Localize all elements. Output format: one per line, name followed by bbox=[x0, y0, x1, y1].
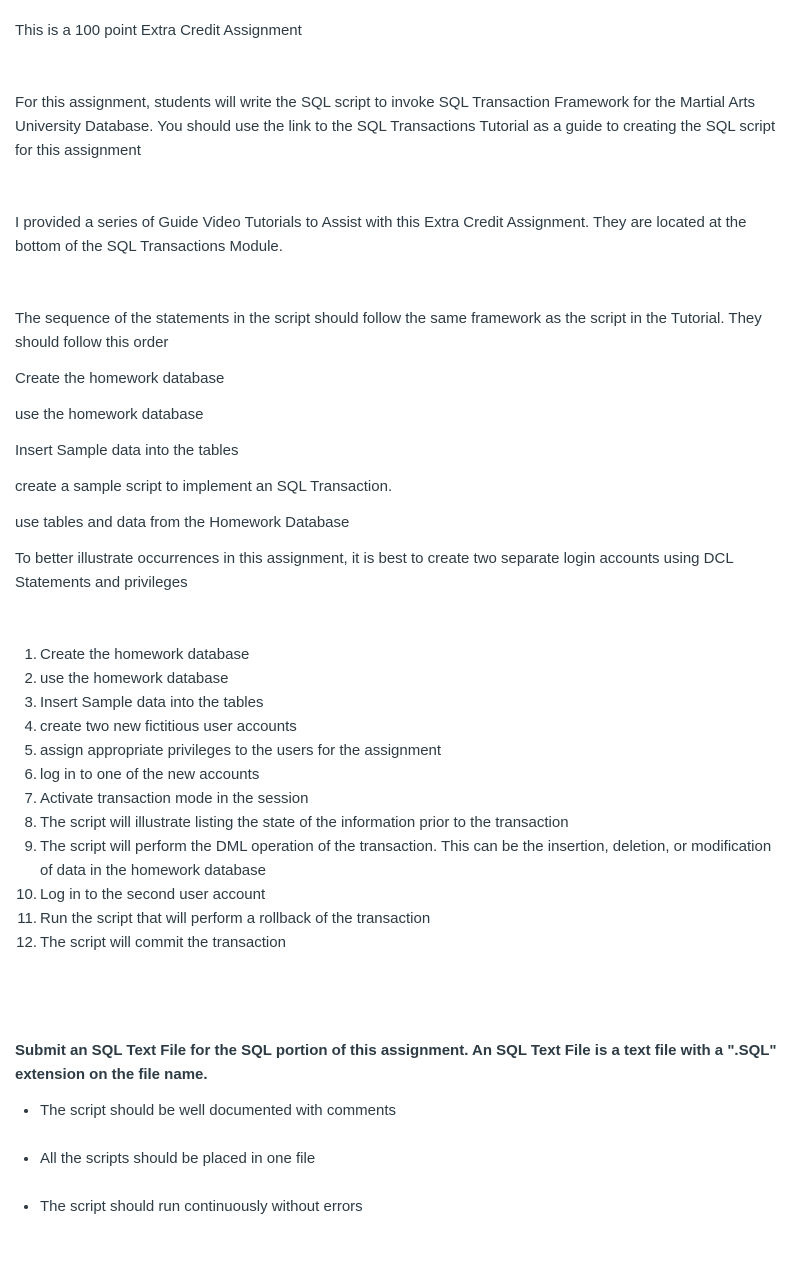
order-line: use the homework database bbox=[15, 406, 204, 423]
step-item bbox=[24, 835, 780, 883]
bullet-icon bbox=[24, 1109, 28, 1113]
step-item bbox=[17, 907, 780, 931]
video-tutorials-paragraph: I provided a series of Guide Video Tutorials to Assist with this Extra Credit Assignment. They are located at the bottom of the SQL Transactions Module. bbox=[15, 214, 747, 255]
step-number: 12. bbox=[16, 934, 37, 951]
step-item bbox=[24, 739, 780, 763]
step-text: Create the homework database bbox=[40, 646, 250, 663]
step-number: 6. bbox=[24, 766, 37, 783]
step-item bbox=[24, 667, 780, 691]
step-item bbox=[16, 883, 780, 907]
steps-list bbox=[16, 643, 780, 955]
step-text: Log in to the second user account bbox=[40, 886, 266, 903]
order-line: Create the homework database bbox=[15, 370, 225, 387]
step-item bbox=[24, 787, 780, 811]
submission-instructions: Submit an SQL Text File for the SQL portion of this assignment. An SQL Text File is a text file with a ".SQL" extension on the file name. bbox=[15, 1042, 777, 1083]
step-number: 2. bbox=[24, 670, 37, 687]
step-item bbox=[24, 691, 780, 715]
step-text: The script will illustrate listing the state of the information prior to the transaction bbox=[40, 814, 569, 831]
step-text: create two new fictitious user accounts bbox=[40, 718, 297, 735]
bullet-icon bbox=[24, 1205, 28, 1209]
login-accounts-paragraph: To better illustrate occurrences in this assignment, it is best to create two separate login accounts using DCL Statements and privileges bbox=[15, 550, 734, 591]
step-item bbox=[24, 643, 780, 667]
step-text: The script will perform the DML operation of the transaction. This can be the insertion, deletion, or modification of data in the homework database bbox=[40, 838, 772, 879]
step-item bbox=[24, 811, 780, 835]
step-text: Insert Sample data into the tables bbox=[40, 694, 264, 711]
step-item bbox=[24, 763, 780, 787]
order-line: use tables and data from the Homework Database bbox=[15, 514, 350, 531]
step-number: 5. bbox=[24, 742, 37, 759]
step-number: 11. bbox=[17, 910, 37, 927]
order-line: Insert Sample data into the tables bbox=[15, 442, 239, 459]
step-text: Activate transaction mode in the session bbox=[40, 790, 309, 807]
step-number: 8. bbox=[24, 814, 37, 831]
requirement-item bbox=[40, 1147, 315, 1171]
requirement-item bbox=[40, 1195, 363, 1219]
step-item bbox=[16, 931, 780, 955]
requirement-text: All the scripts should be placed in one file bbox=[40, 1150, 316, 1167]
step-number: 4. bbox=[24, 718, 37, 735]
step-text: The script will commit the transaction bbox=[40, 934, 286, 951]
step-number: 9. bbox=[24, 838, 37, 855]
order-line: create a sample script to implement an SQL Transaction. bbox=[15, 478, 393, 495]
step-number: 10. bbox=[16, 886, 37, 903]
step-item bbox=[24, 715, 780, 739]
assignment-paragraph: For this assignment, students will write the SQL script to invoke SQL Transaction Framework for the Martial Arts University Database. You should use the link to the SQL Transactions Tutorial as a guide to creating the SQL script for this assignment bbox=[15, 94, 776, 159]
step-number: 7. bbox=[24, 790, 37, 807]
step-number: 1. bbox=[24, 646, 37, 663]
step-text: use the homework database bbox=[40, 670, 229, 687]
step-text: Run the script that will perform a rollback of the transaction bbox=[40, 910, 431, 927]
requirement-text: The script should be well documented with comments bbox=[40, 1102, 397, 1119]
bullet-icon bbox=[24, 1157, 28, 1161]
step-number: 3. bbox=[24, 694, 37, 711]
requirement-text: The script should run continuously without errors bbox=[40, 1198, 363, 1215]
intro-text: This is a 100 point Extra Credit Assignment bbox=[15, 22, 302, 39]
requirement-item bbox=[40, 1099, 396, 1123]
sequence-paragraph: The sequence of the statements in the script should follow the same framework as the script in the Tutorial. They should follow this order bbox=[15, 310, 762, 351]
step-text: assign appropriate privileges to the users for the assignment bbox=[40, 742, 442, 759]
step-text: log in to one of the new accounts bbox=[40, 766, 260, 783]
